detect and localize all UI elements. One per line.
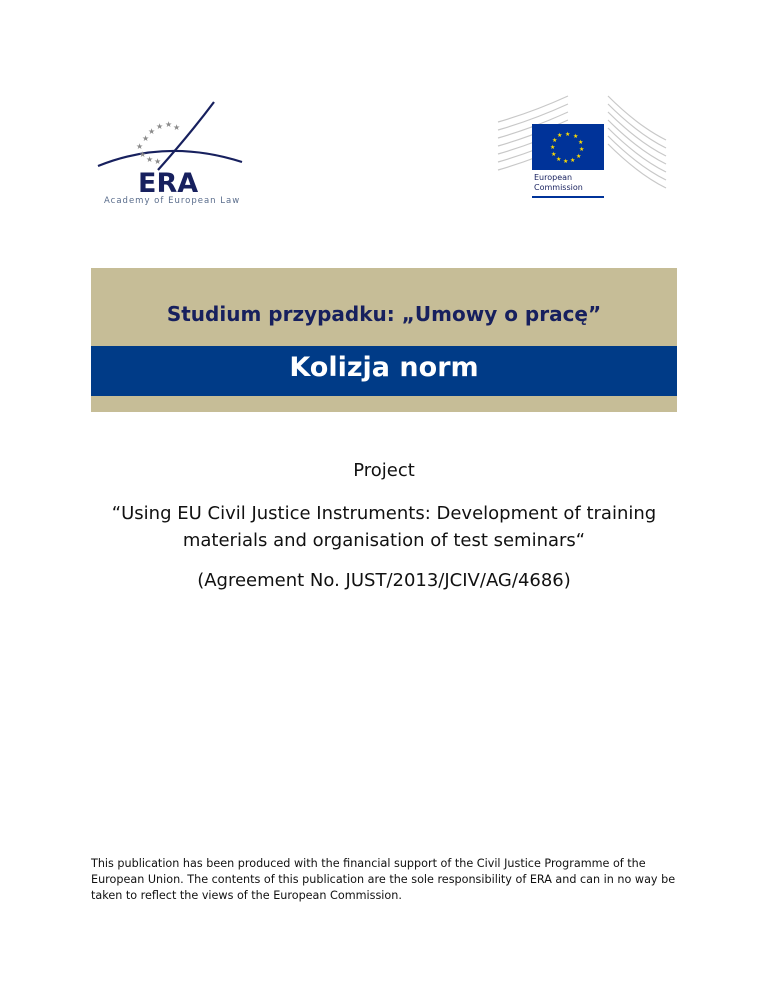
ec-logo-graphic <box>488 86 672 210</box>
era-tagline: Academy of European Law <box>104 196 241 206</box>
svg-text:★: ★ <box>570 157 576 164</box>
svg-text:★: ★ <box>557 132 563 139</box>
era-logo-graphic <box>92 98 252 198</box>
svg-text:★: ★ <box>148 127 156 136</box>
project-title: “Using EU Civil Justice Instruments: Development of training materials and organisation of test seminars“ <box>111 503 657 551</box>
svg-text:★: ★ <box>563 158 569 165</box>
era-logo-text: ERA <box>138 168 199 198</box>
agreement-number: (Agreement No. JUST/2013/JCIV/AG/4686) <box>197 570 571 591</box>
svg-text:★: ★ <box>146 155 154 164</box>
european-commission-logo <box>488 86 672 210</box>
svg-text:★: ★ <box>139 150 147 159</box>
svg-text:★: ★ <box>579 146 585 153</box>
svg-text:★: ★ <box>173 123 181 132</box>
svg-text:★: ★ <box>552 137 558 144</box>
document-title: Kolizja norm <box>289 352 479 383</box>
title-band <box>91 346 677 396</box>
project-label: Project <box>353 460 415 481</box>
svg-text:★: ★ <box>573 133 579 140</box>
ec-logo-text-line1: European <box>534 173 573 182</box>
svg-text:★: ★ <box>156 122 164 131</box>
funding-disclaimer: This publication has been produced with the financial support of the Civil Justice Programme of the European Union. The contents of this publication are the sole responsibility of ERA and can in no way be taken to reflect the views of the European Commission. <box>91 857 676 902</box>
svg-text:★: ★ <box>136 142 144 151</box>
svg-text:★: ★ <box>165 120 173 129</box>
svg-text:★: ★ <box>550 144 556 151</box>
svg-text:★: ★ <box>551 151 557 158</box>
ec-logo-text-line2: Commission <box>534 183 583 192</box>
svg-text:★: ★ <box>576 153 582 160</box>
svg-text:★: ★ <box>565 131 571 138</box>
svg-text:★: ★ <box>142 134 150 143</box>
document-subtitle: Studium przypadku: „Umowy o pracę” <box>166 302 602 326</box>
svg-text:★: ★ <box>556 156 562 163</box>
svg-text:★: ★ <box>154 157 162 166</box>
svg-text:★: ★ <box>578 139 584 146</box>
title-block <box>91 268 677 412</box>
